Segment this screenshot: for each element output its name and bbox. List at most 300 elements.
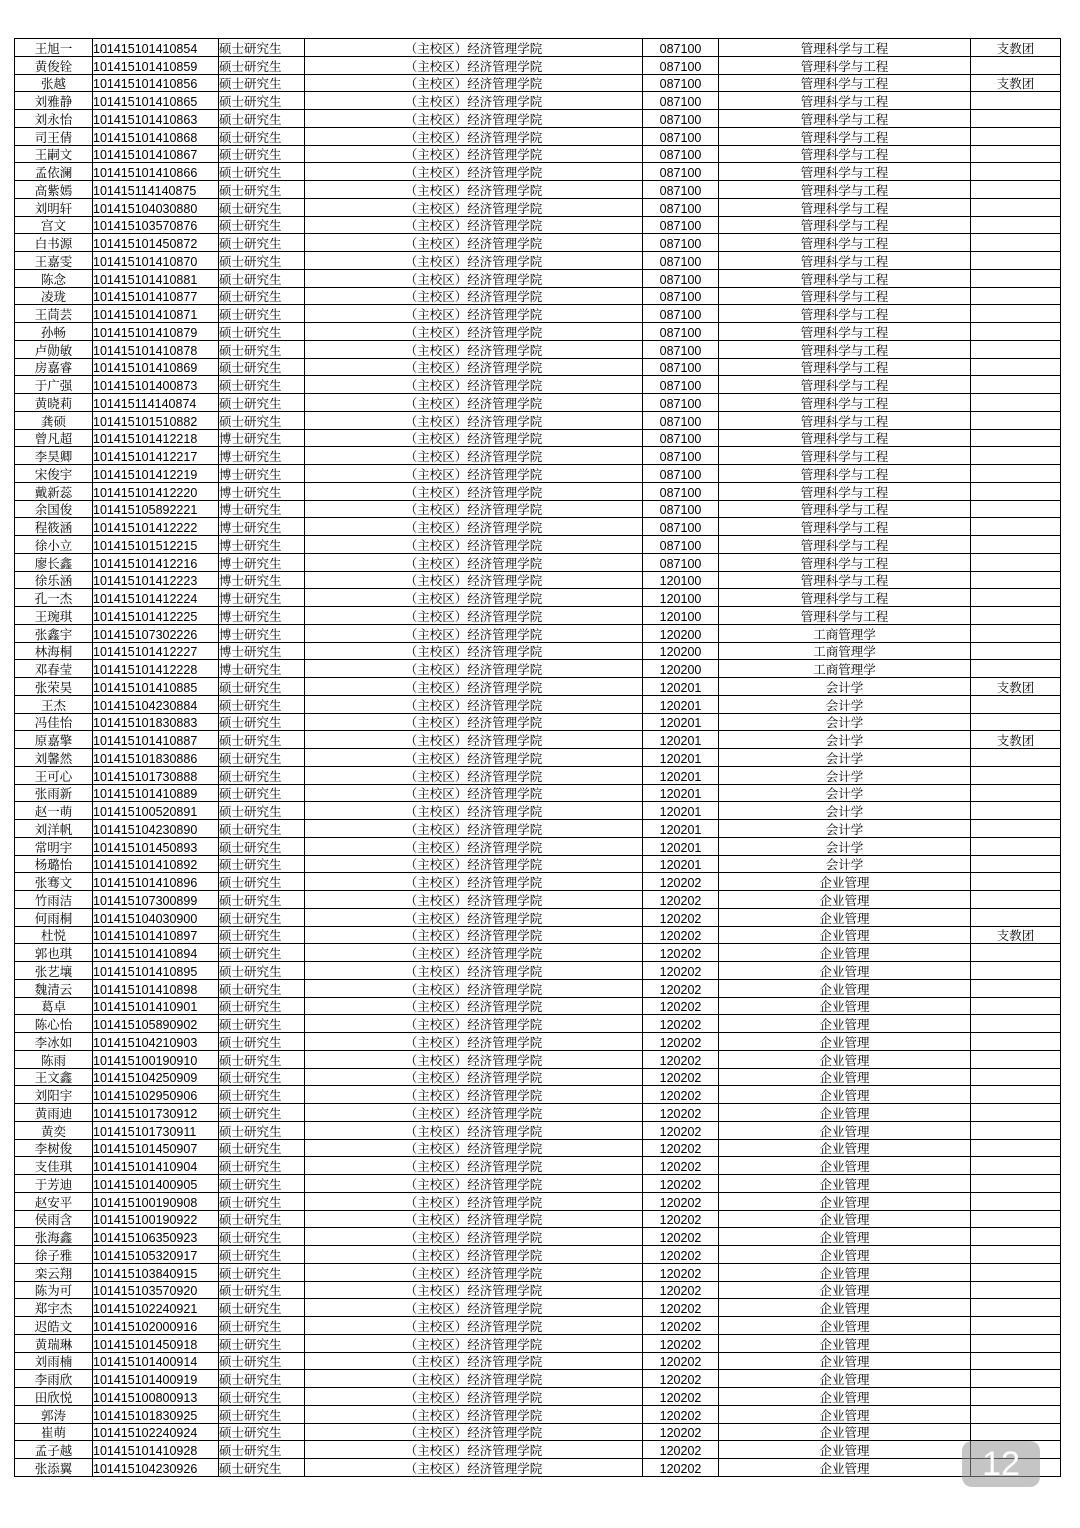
- table-row: [15, 1441, 1061, 1459]
- table-row: [15, 1317, 1061, 1335]
- student-name-cell: 黄瑞琳: [15, 1334, 93, 1352]
- school-cell: （主校区）经济管理学院: [305, 287, 643, 305]
- note-cell: [971, 1352, 1061, 1370]
- student-id-cell: 101415102950906: [93, 1086, 219, 1104]
- major-code-cell: 087100: [643, 447, 719, 465]
- table-row: [15, 376, 1061, 394]
- school-cell: （主校区）经济管理学院: [305, 323, 643, 341]
- table-row: [15, 589, 1061, 607]
- note-cell: [971, 1104, 1061, 1122]
- degree-type-cell: 硕士研究生: [219, 731, 305, 749]
- major-code-cell: 120202: [643, 891, 719, 909]
- student-name-cell: 王旭一: [15, 39, 93, 57]
- school-cell: （主校区）经济管理学院: [305, 1157, 643, 1175]
- school-cell: （主校区）经济管理学院: [305, 198, 643, 216]
- note-cell: [971, 571, 1061, 589]
- degree-type-cell: 硕士研究生: [219, 766, 305, 784]
- major-name-cell: 管理科学与工程: [719, 589, 971, 607]
- degree-type-cell: 硕士研究生: [219, 234, 305, 252]
- table-row: [15, 234, 1061, 252]
- table-row: [15, 1388, 1061, 1406]
- major-name-cell: 企业管理: [719, 997, 971, 1015]
- school-cell: （主校区）经济管理学院: [305, 181, 643, 199]
- student-name-cell: 戴新蕊: [15, 482, 93, 500]
- note-cell: [971, 642, 1061, 660]
- major-name-cell: 企业管理: [719, 873, 971, 891]
- table-row: [15, 252, 1061, 270]
- student-id-cell: 101415100800913: [93, 1388, 219, 1406]
- major-name-cell: 企业管理: [719, 1370, 971, 1388]
- student-id-cell: 101415101412223: [93, 571, 219, 589]
- student-id-cell: 101415101412219: [93, 465, 219, 483]
- table-row: [15, 891, 1061, 909]
- student-id-cell: 101415106350923: [93, 1228, 219, 1246]
- student-name-cell: 李冰如: [15, 1033, 93, 1051]
- note-cell: [971, 1139, 1061, 1157]
- student-id-cell: 101415104230884: [93, 695, 219, 713]
- table-row: [15, 323, 1061, 341]
- degree-type-cell: 硕士研究生: [219, 1086, 305, 1104]
- major-name-cell: 会计学: [719, 766, 971, 784]
- student-id-cell: 101415101410901: [93, 997, 219, 1015]
- school-cell: （主校区）经济管理学院: [305, 216, 643, 234]
- student-id-cell: 101415105890902: [93, 1015, 219, 1033]
- school-cell: （主校区）经济管理学院: [305, 962, 643, 980]
- degree-type-cell: 博士研究生: [219, 465, 305, 483]
- note-cell: [971, 1175, 1061, 1193]
- major-name-cell: 管理科学与工程: [719, 482, 971, 500]
- table-row: [15, 624, 1061, 642]
- table-row: [15, 837, 1061, 855]
- student-id-cell: 101415101410928: [93, 1441, 219, 1459]
- page-number-badge[interactable]: 12: [962, 1441, 1040, 1487]
- student-name-cell: 邓春莹: [15, 660, 93, 678]
- degree-type-cell: 硕士研究生: [219, 1246, 305, 1264]
- student-id-cell: 101415101412220: [93, 482, 219, 500]
- note-cell: [971, 482, 1061, 500]
- student-name-cell: 刘阳宇: [15, 1086, 93, 1104]
- table-row: [15, 216, 1061, 234]
- note-cell: [971, 518, 1061, 536]
- major-code-cell: 120100: [643, 589, 719, 607]
- note-cell: [971, 962, 1061, 980]
- student-id-cell: 101415101450893: [93, 837, 219, 855]
- note-cell: [971, 1210, 1061, 1228]
- table-row: [15, 1068, 1061, 1086]
- student-name-cell: 刘永怡: [15, 110, 93, 128]
- student-id-cell: 101415101412218: [93, 429, 219, 447]
- major-name-cell: 企业管理: [719, 1459, 971, 1477]
- degree-type-cell: 硕士研究生: [219, 749, 305, 767]
- school-cell: （主校区）经济管理学院: [305, 358, 643, 376]
- major-name-cell: 企业管理: [719, 1121, 971, 1139]
- degree-type-cell: 硕士研究生: [219, 1068, 305, 1086]
- table-row: [15, 607, 1061, 625]
- major-code-cell: 120100: [643, 571, 719, 589]
- note-cell: [971, 358, 1061, 376]
- student-name-cell: 孔一杰: [15, 589, 93, 607]
- note-cell: [971, 198, 1061, 216]
- note-cell: [971, 873, 1061, 891]
- note-cell: [971, 429, 1061, 447]
- table-row: [15, 926, 1061, 944]
- student-name-cell: 刘洋帆: [15, 820, 93, 838]
- note-cell: [971, 340, 1061, 358]
- student-id-cell: 101415101410868: [93, 127, 219, 145]
- major-code-cell: 120202: [643, 997, 719, 1015]
- major-code-cell: 120202: [643, 908, 719, 926]
- major-code-cell: 087100: [643, 287, 719, 305]
- major-code-cell: 120201: [643, 766, 719, 784]
- student-name-cell: 李雨欣: [15, 1370, 93, 1388]
- degree-type-cell: 硕士研究生: [219, 997, 305, 1015]
- degree-type-cell: 博士研究生: [219, 482, 305, 500]
- table-row: [15, 518, 1061, 536]
- major-code-cell: 120202: [643, 1441, 719, 1459]
- major-name-cell: 管理科学与工程: [719, 376, 971, 394]
- note-cell: [971, 1068, 1061, 1086]
- major-code-cell: 120200: [643, 660, 719, 678]
- table-row: [15, 1281, 1061, 1299]
- table-row: [15, 1334, 1061, 1352]
- school-cell: （主校区）经济管理学院: [305, 500, 643, 518]
- school-cell: （主校区）经济管理学院: [305, 784, 643, 802]
- major-code-cell: 120202: [643, 1299, 719, 1317]
- degree-type-cell: 硕士研究生: [219, 1192, 305, 1210]
- student-id-cell: 101415104230926: [93, 1459, 219, 1477]
- major-name-cell: 管理科学与工程: [719, 110, 971, 128]
- major-code-cell: 120201: [643, 695, 719, 713]
- note-cell: [971, 234, 1061, 252]
- note-cell: [971, 163, 1061, 181]
- major-code-cell: 087100: [643, 39, 719, 57]
- student-id-cell: 101415104210903: [93, 1033, 219, 1051]
- degree-type-cell: 硕士研究生: [219, 358, 305, 376]
- student-id-cell: 101415101410881: [93, 269, 219, 287]
- school-cell: （主校区）经济管理学院: [305, 660, 643, 678]
- major-name-cell: 管理科学与工程: [719, 145, 971, 163]
- note-cell: [971, 1157, 1061, 1175]
- note-cell: [971, 908, 1061, 926]
- student-id-cell: 101415102240921: [93, 1299, 219, 1317]
- major-name-cell: 会计学: [719, 784, 971, 802]
- student-name-cell: 支佳琪: [15, 1157, 93, 1175]
- major-name-cell: 管理科学与工程: [719, 447, 971, 465]
- student-name-cell: 张越: [15, 74, 93, 92]
- degree-type-cell: 硕士研究生: [219, 1388, 305, 1406]
- major-code-cell: 087100: [643, 110, 719, 128]
- note-cell: [971, 110, 1061, 128]
- school-cell: （主校区）经济管理学院: [305, 1228, 643, 1246]
- major-name-cell: 企业管理: [719, 1352, 971, 1370]
- student-id-cell: 101415101410892: [93, 855, 219, 873]
- major-name-cell: 管理科学与工程: [719, 234, 971, 252]
- table-row: [15, 802, 1061, 820]
- note-cell: [971, 1015, 1061, 1033]
- note-cell: [971, 1086, 1061, 1104]
- student-id-cell: 101415114140875: [93, 181, 219, 199]
- major-name-cell: 管理科学与工程: [719, 323, 971, 341]
- degree-type-cell: 硕士研究生: [219, 411, 305, 429]
- student-name-cell: 李昊卿: [15, 447, 93, 465]
- major-name-cell: 会计学: [719, 855, 971, 873]
- table-row: [15, 731, 1061, 749]
- major-code-cell: 087100: [643, 127, 719, 145]
- major-name-cell: 企业管理: [719, 1388, 971, 1406]
- degree-type-cell: 硕士研究生: [219, 269, 305, 287]
- student-name-cell: 徐小立: [15, 536, 93, 554]
- school-cell: （主校区）经济管理学院: [305, 731, 643, 749]
- student-id-cell: 101415101400914: [93, 1352, 219, 1370]
- major-name-cell: 管理科学与工程: [719, 198, 971, 216]
- student-name-cell: 孟子越: [15, 1441, 93, 1459]
- degree-type-cell: 硕士研究生: [219, 39, 305, 57]
- school-cell: （主校区）经济管理学院: [305, 252, 643, 270]
- student-name-cell: 黄雨迪: [15, 1104, 93, 1122]
- table-row: [15, 695, 1061, 713]
- student-name-cell: 龚硕: [15, 411, 93, 429]
- major-code-cell: 120202: [643, 1139, 719, 1157]
- degree-type-cell: 硕士研究生: [219, 287, 305, 305]
- degree-type-cell: 硕士研究生: [219, 926, 305, 944]
- school-cell: （主校区）经济管理学院: [305, 1175, 643, 1193]
- major-name-cell: 管理科学与工程: [719, 74, 971, 92]
- school-cell: （主校区）经济管理学院: [305, 1033, 643, 1051]
- note-cell: [971, 127, 1061, 145]
- student-id-cell: 101415101512215: [93, 536, 219, 554]
- table-row: [15, 305, 1061, 323]
- degree-type-cell: 硕士研究生: [219, 127, 305, 145]
- degree-type-cell: 硕士研究生: [219, 1459, 305, 1477]
- degree-type-cell: 硕士研究生: [219, 56, 305, 74]
- major-code-cell: 120201: [643, 820, 719, 838]
- major-name-cell: 企业管理: [719, 1334, 971, 1352]
- student-id-cell: 101415101400873: [93, 376, 219, 394]
- school-cell: （主校区）经济管理学院: [305, 1068, 643, 1086]
- degree-type-cell: 博士研究生: [219, 589, 305, 607]
- student-id-cell: 101415101412228: [93, 660, 219, 678]
- school-cell: （主校区）经济管理学院: [305, 1370, 643, 1388]
- student-name-cell: 黄奕: [15, 1121, 93, 1139]
- major-code-cell: 087100: [643, 198, 719, 216]
- degree-type-cell: 博士研究生: [219, 642, 305, 660]
- student-name-cell: 陈心怡: [15, 1015, 93, 1033]
- major-code-cell: 120100: [643, 607, 719, 625]
- degree-type-cell: 硕士研究生: [219, 1104, 305, 1122]
- note-cell: [971, 660, 1061, 678]
- table-row: [15, 163, 1061, 181]
- student-name-cell: 孙畅: [15, 323, 93, 341]
- major-name-cell: 企业管理: [719, 1175, 971, 1193]
- table-row: [15, 766, 1061, 784]
- school-cell: （主校区）经济管理学院: [305, 1246, 643, 1264]
- table-row: [15, 1246, 1061, 1264]
- student-id-cell: 101415101410866: [93, 163, 219, 181]
- major-name-cell: 企业管理: [719, 1157, 971, 1175]
- student-id-cell: 101415101410871: [93, 305, 219, 323]
- school-cell: （主校区）经济管理学院: [305, 411, 643, 429]
- table-row: [15, 429, 1061, 447]
- table-row: [15, 979, 1061, 997]
- student-id-cell: 101415107302226: [93, 624, 219, 642]
- school-cell: （主校区）经济管理学院: [305, 145, 643, 163]
- note-cell: [971, 1317, 1061, 1335]
- major-code-cell: 087100: [643, 92, 719, 110]
- note-cell: [971, 802, 1061, 820]
- note-cell: [971, 1388, 1061, 1406]
- student-id-cell: 101415104250909: [93, 1068, 219, 1086]
- note-cell: [971, 252, 1061, 270]
- note-cell: [971, 749, 1061, 767]
- note-cell: [971, 624, 1061, 642]
- table-row: [15, 500, 1061, 518]
- student-name-cell: 余国俊: [15, 500, 93, 518]
- degree-type-cell: 硕士研究生: [219, 376, 305, 394]
- student-name-cell: 陈念: [15, 269, 93, 287]
- major-code-cell: 120202: [643, 1370, 719, 1388]
- student-id-cell: 101415101410894: [93, 944, 219, 962]
- major-name-cell: 企业管理: [719, 1299, 971, 1317]
- student-id-cell: 101415101450918: [93, 1334, 219, 1352]
- student-name-cell: 崔萌: [15, 1423, 93, 1441]
- table-row: [15, 1228, 1061, 1246]
- school-cell: （主校区）经济管理学院: [305, 429, 643, 447]
- major-code-cell: 120202: [643, 1263, 719, 1281]
- table-row: [15, 1423, 1061, 1441]
- note-cell: [971, 145, 1061, 163]
- school-cell: （主校区）经济管理学院: [305, 127, 643, 145]
- school-cell: （主校区）经济管理学院: [305, 1281, 643, 1299]
- degree-type-cell: 硕士研究生: [219, 802, 305, 820]
- student-name-cell: 曾凡超: [15, 429, 93, 447]
- major-name-cell: 企业管理: [719, 1228, 971, 1246]
- table-row: [15, 944, 1061, 962]
- student-name-cell: 王琬琪: [15, 607, 93, 625]
- student-name-cell: 栾云翔: [15, 1263, 93, 1281]
- school-cell: （主校区）经济管理学院: [305, 908, 643, 926]
- school-cell: （主校区）经济管理学院: [305, 979, 643, 997]
- major-code-cell: 087100: [643, 269, 719, 287]
- student-id-cell: 101415101830886: [93, 749, 219, 767]
- note-cell: [971, 500, 1061, 518]
- student-id-cell: 101415100520891: [93, 802, 219, 820]
- note-cell: [971, 376, 1061, 394]
- degree-type-cell: 博士研究生: [219, 429, 305, 447]
- table-row: [15, 553, 1061, 571]
- student-name-cell: 林海桐: [15, 642, 93, 660]
- student-id-cell: 101415101830925: [93, 1405, 219, 1423]
- table-row: [15, 181, 1061, 199]
- note-cell: [971, 553, 1061, 571]
- major-code-cell: 087100: [643, 340, 719, 358]
- school-cell: （主校区）经济管理学院: [305, 269, 643, 287]
- student-id-cell: 101415101510882: [93, 411, 219, 429]
- school-cell: （主校区）经济管理学院: [305, 1441, 643, 1459]
- student-id-cell: 101415101730911: [93, 1121, 219, 1139]
- note-cell: 支教团: [971, 926, 1061, 944]
- degree-type-cell: 硕士研究生: [219, 1441, 305, 1459]
- student-name-cell: 刘雨楠: [15, 1352, 93, 1370]
- major-name-cell: 管理科学与工程: [719, 429, 971, 447]
- school-cell: （主校区）经济管理学院: [305, 234, 643, 252]
- school-cell: （主校区）经济管理学院: [305, 891, 643, 909]
- note-cell: [971, 784, 1061, 802]
- student-name-cell: 徐子雅: [15, 1246, 93, 1264]
- note-cell: [971, 837, 1061, 855]
- major-name-cell: 企业管理: [719, 979, 971, 997]
- note-cell: [971, 1370, 1061, 1388]
- student-name-cell: 王嗣文: [15, 145, 93, 163]
- student-name-cell: 田欣悦: [15, 1388, 93, 1406]
- note-cell: [971, 820, 1061, 838]
- major-name-cell: 管理科学与工程: [719, 518, 971, 536]
- student-name-cell: 宋俊宇: [15, 465, 93, 483]
- major-code-cell: 120202: [643, 1157, 719, 1175]
- major-code-cell: 087100: [643, 465, 719, 483]
- major-name-cell: 管理科学与工程: [719, 216, 971, 234]
- degree-type-cell: 硕士研究生: [219, 181, 305, 199]
- student-id-cell: 101415101410856: [93, 74, 219, 92]
- degree-type-cell: 硕士研究生: [219, 74, 305, 92]
- student-name-cell: 白书源: [15, 234, 93, 252]
- school-cell: （主校区）经济管理学院: [305, 749, 643, 767]
- school-cell: （主校区）经济管理学院: [305, 1050, 643, 1068]
- school-cell: （主校区）经济管理学院: [305, 820, 643, 838]
- table-row: [15, 855, 1061, 873]
- major-code-cell: 120201: [643, 678, 719, 696]
- major-name-cell: 管理科学与工程: [719, 181, 971, 199]
- major-code-cell: 120202: [643, 1175, 719, 1193]
- table-row: [15, 1104, 1061, 1122]
- student-name-cell: 于芳迪: [15, 1175, 93, 1193]
- table-row: [15, 287, 1061, 305]
- major-code-cell: 120202: [643, 1086, 719, 1104]
- student-id-cell: 101415101410859: [93, 56, 219, 74]
- degree-type-cell: 硕士研究生: [219, 1299, 305, 1317]
- note-cell: [971, 1281, 1061, 1299]
- student-id-cell: 101415104230890: [93, 820, 219, 838]
- major-code-cell: 120200: [643, 642, 719, 660]
- table-row: [15, 1210, 1061, 1228]
- degree-type-cell: 硕士研究生: [219, 1139, 305, 1157]
- major-code-cell: 087100: [643, 145, 719, 163]
- major-name-cell: 管理科学与工程: [719, 536, 971, 554]
- school-cell: （主校区）经济管理学院: [305, 944, 643, 962]
- school-cell: （主校区）经济管理学院: [305, 855, 643, 873]
- major-name-cell: 企业管理: [719, 962, 971, 980]
- school-cell: （主校区）经济管理学院: [305, 873, 643, 891]
- degree-type-cell: 硕士研究生: [219, 1210, 305, 1228]
- major-name-cell: 企业管理: [719, 1441, 971, 1459]
- major-name-cell: 企业管理: [719, 891, 971, 909]
- school-cell: （主校区）经济管理学院: [305, 997, 643, 1015]
- school-cell: （主校区）经济管理学院: [305, 624, 643, 642]
- student-name-cell: 郭涛: [15, 1405, 93, 1423]
- student-id-cell: 101415101450872: [93, 234, 219, 252]
- note-cell: [971, 589, 1061, 607]
- degree-type-cell: 硕士研究生: [219, 944, 305, 962]
- major-code-cell: 120202: [643, 1121, 719, 1139]
- major-code-cell: 120202: [643, 1050, 719, 1068]
- school-cell: （主校区）经济管理学院: [305, 74, 643, 92]
- major-code-cell: 120202: [643, 1228, 719, 1246]
- student-id-cell: 101415101410869: [93, 358, 219, 376]
- table-row: [15, 1121, 1061, 1139]
- student-name-cell: 徐乐涵: [15, 571, 93, 589]
- school-cell: （主校区）经济管理学院: [305, 802, 643, 820]
- table-row: [15, 997, 1061, 1015]
- student-name-cell: 张海鑫: [15, 1228, 93, 1246]
